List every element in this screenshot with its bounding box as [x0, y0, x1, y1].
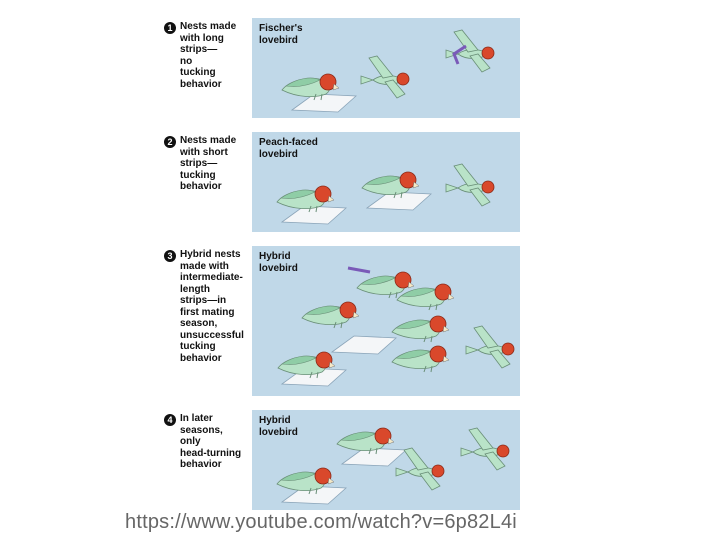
illustration-panel	[252, 410, 520, 510]
step-description: Nests made with short strips— tucking behavior	[180, 135, 237, 192]
nest-building-illustration	[252, 18, 520, 118]
step-number: 4	[164, 414, 176, 426]
nest-building-illustration	[252, 246, 520, 396]
nest-building-illustration	[252, 132, 520, 232]
illustration-panel	[252, 132, 520, 232]
illustration-panel	[252, 18, 520, 118]
step-number: 1	[164, 22, 176, 34]
species-label: Fischer's lovebird	[259, 23, 303, 46]
step-1	[160, 18, 520, 118]
source-url[interactable]: https://www.youtube.com/watch?v=6p82L4i	[125, 511, 517, 533]
step-2	[160, 132, 520, 232]
step-number: 2	[164, 136, 176, 148]
nest-building-illustration	[252, 410, 520, 510]
step-description: Hybrid nests made with intermediate- length strips—in first mating season, unsuccessful tucking behavior	[180, 249, 244, 364]
species-label: Hybrid lovebird	[259, 415, 298, 438]
step-number: 3	[164, 250, 176, 262]
species-label: Peach-faced lovebird	[259, 137, 318, 160]
step-3	[160, 246, 520, 396]
illustration-panel	[252, 246, 520, 396]
step-description: Nests made with long strips— no tucking behavior	[180, 21, 237, 90]
species-label: Hybrid lovebird	[259, 251, 298, 274]
step-4	[160, 410, 520, 510]
step-description: In later seasons, only head-turning behavior	[180, 413, 242, 470]
